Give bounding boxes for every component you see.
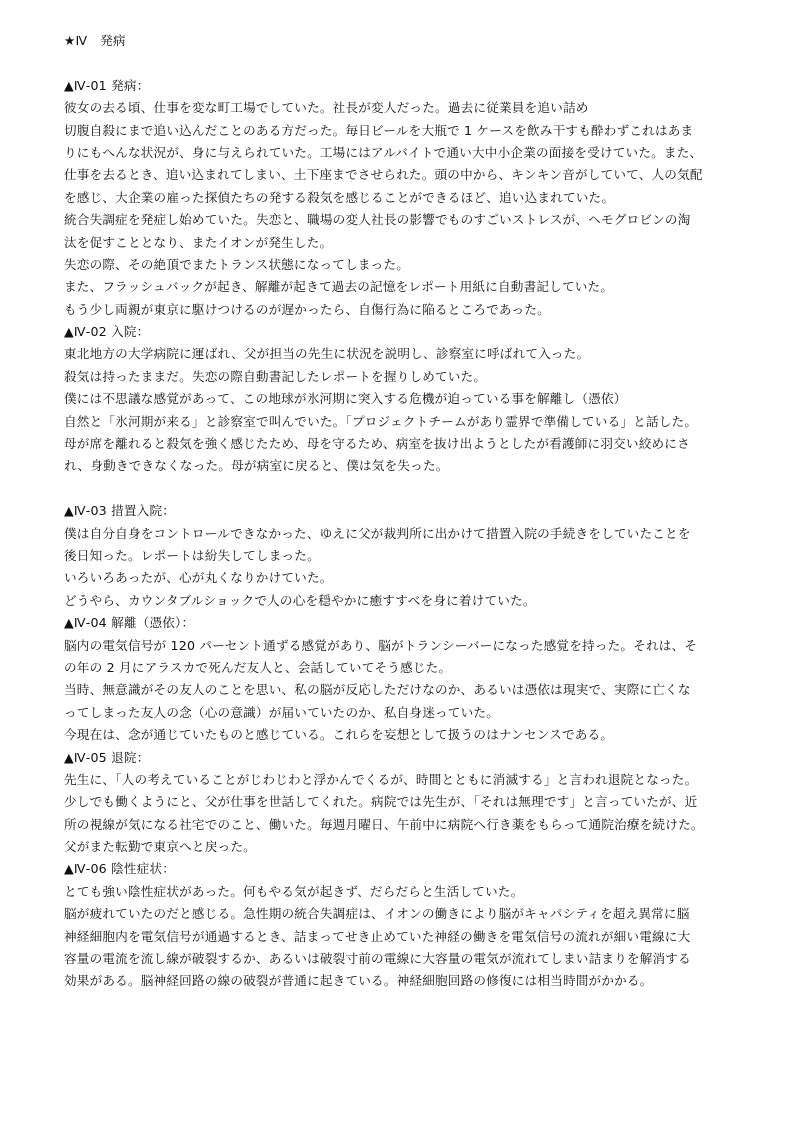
paragraph-line: 先生に、「人の考えていることがじわじわと浮かんでくるが、時間とともに消滅する」と言われ退院となった。 <box>64 771 698 787</box>
section-heading: ▲Ⅳ-02 入院： <box>64 324 150 340</box>
paragraph-line: 少しでも働くようにと、父が仕事を世話してくれた。病院では先生が、「それは無理です」と言っていたが、近 <box>64 794 698 810</box>
section-dissociation <box>64 612 764 746</box>
paragraph-line: 殺気は持ったままだ。失恋の際自動書記したレポートを握りしめていた。 <box>64 368 487 384</box>
paragraph-line: 僕には不思議な感覚があって、この地球が氷河期に突入する危機が迫っている事を解離し（憑依） <box>64 391 627 407</box>
section-involuntary-admission <box>64 500 764 612</box>
paragraph-line: 神経細胞内を電気信号が通過するとき、詰まってせき止めていた神経の働きを電気信号の流れが細い電線に大 <box>64 928 691 944</box>
paragraph-line: 脳が疲れていたのだと感じる。急性期の統合失調症は、イオンの働きにより脳がキャパシティを超え異常に脳 <box>64 906 690 922</box>
paragraph-line: 効果がある。脳神経回路の線の破裂が普通に起きている。神経細胞回路の修復には相当時間がかかる。 <box>64 973 653 989</box>
document-title: ★Ⅳ 発病 <box>64 33 126 48</box>
section-discharge <box>64 747 764 859</box>
paragraph-line: 当時、無意識がその友人のことを思い、私の脳が反応しただけなのか、あるいは憑依は現実で、実際に亡くな <box>64 682 691 698</box>
paragraph-line: 自然と「氷河期が来る」と診察室で叫んでいた。「プロジェクトチームがあり霊界で準備している」と話した。 <box>64 413 698 429</box>
paragraph-line: いろいろあったが、心が丸くなりかけていた。 <box>64 570 333 586</box>
paragraph-line: 彼女の去る頃、仕事を変な町工場でしていた。社長が変人だった。過去に従業員を追い詰め <box>64 100 589 116</box>
spacer <box>64 478 764 500</box>
paragraph-line: 容量の電流を流し線が破裂するか、あるいは破裂寸前の電線に大容量の電気が流れてしまい詰まりを解消する <box>64 951 691 967</box>
paragraph-line: の年の 2 月にアラスカで死んだ友人と、会話していてそう感じた。 <box>64 659 452 675</box>
section-heading: ▲Ⅳ-04 解離（憑依）： <box>64 615 195 631</box>
section-heading: ▲Ⅳ-03 措置入院： <box>64 503 176 519</box>
paragraph-line: 失恋の際、その絶頂でまたトランス状態になってしまった。 <box>64 256 410 272</box>
paragraph-line: 今現在は、念が通じていたものと感じている。これらを妄想として扱うのはナンセンスである。 <box>64 727 614 743</box>
paragraph-line: 後日知った。レポートは紛失してしまった。 <box>64 547 320 563</box>
document-page <box>64 30 764 993</box>
paragraph-line: りにもへんな状況が、身に与えられていた。工場にはアルバイトで通い大中小企業の面接を受けていた。また、 <box>64 144 703 160</box>
paragraph-line: を感じ、大企業の雇った探偵たちの発する殺気を感じることができるほど、追い込まれていた。 <box>64 189 615 205</box>
section-heading: ▲Ⅳ-05 退院： <box>64 749 150 765</box>
paragraph-line: 切腹自殺にまで追い込んだことのある方だった。毎日ビールを大瓶で 1 ケースを飲み干すも酔わずこれはあま <box>64 122 694 138</box>
paragraph-line: れ、身動きできなくなった。母が病室に戻ると、僕は気を失った。 <box>64 458 449 474</box>
paragraph-line: また、フラッシュバックが起き、解離が起きて過去の記憶をレポート用紙に自動書記していた。 <box>64 279 614 295</box>
section-heading: ▲Ⅳ-06 陰性症状： <box>64 861 176 877</box>
paragraph-line: 父がまた転勤で東京へと戻った。 <box>64 839 256 855</box>
paragraph-line: 母が席を離れると殺気を強く感じたため、母を守るため、病室を抜け出ようとしたが看護師に羽交い絞めにさ <box>64 436 690 452</box>
paragraph-line: 僕は自分自身をコントロールできなかった、ゆえに父が裁判所に出かけて措置入院の手続きをしていたことを <box>64 525 691 541</box>
paragraph-line: ってしまった友人の念（心の意識）が届いていたのか、私自身迷っていた。 <box>64 704 499 720</box>
paragraph-line: 東北地方の大学病院に運ばれ、父が担当の先生に状況を説明し、診察室に呼ばれて入った。 <box>64 346 590 362</box>
paragraph-line: どうやら、カウンタブルショックで人の心を穏やかに癒すすべを身に着けていた。 <box>64 592 536 608</box>
section-hospitalization <box>64 321 764 478</box>
paragraph-line: 所の視線が気になる社宅でのこと、働いた。毎週月曜日、午前中に病院へ行き薬をもらって通院治療を続けた。 <box>64 816 704 832</box>
spacer <box>64 52 764 74</box>
paragraph-line: 脳内の電気信号が 120 パーセント通ずる感覚があり、脳がトランシーバーになった感覚を持った。それは、そ <box>64 637 698 653</box>
paragraph-line: もう少し両親が東京に駆けつけるのが遅かったら、自傷行為に陥るところであった。 <box>64 301 550 317</box>
paragraph-line: 仕事を去るとき、追い込まれてしまい、土下座までさせられた。頭の中から、キンキン音がしていて、人の気配 <box>64 167 703 183</box>
paragraph-line: とても強い陰性症状があった。何もやる気が起きず、だらだらと生活していた。 <box>64 883 524 899</box>
section-negative-symptoms <box>64 858 764 992</box>
paragraph-line: 汰を促すこととなり、またイオンが発生した。 <box>64 234 333 250</box>
section-heading: ▲Ⅳ-01 発病： <box>64 77 150 93</box>
section-onset <box>64 75 764 321</box>
paragraph-line: 統合失調症を発症し始めていた。失恋と、職場の変人社長の影響でものすごいストレスが、ヘモグロビンの淘 <box>64 212 691 228</box>
